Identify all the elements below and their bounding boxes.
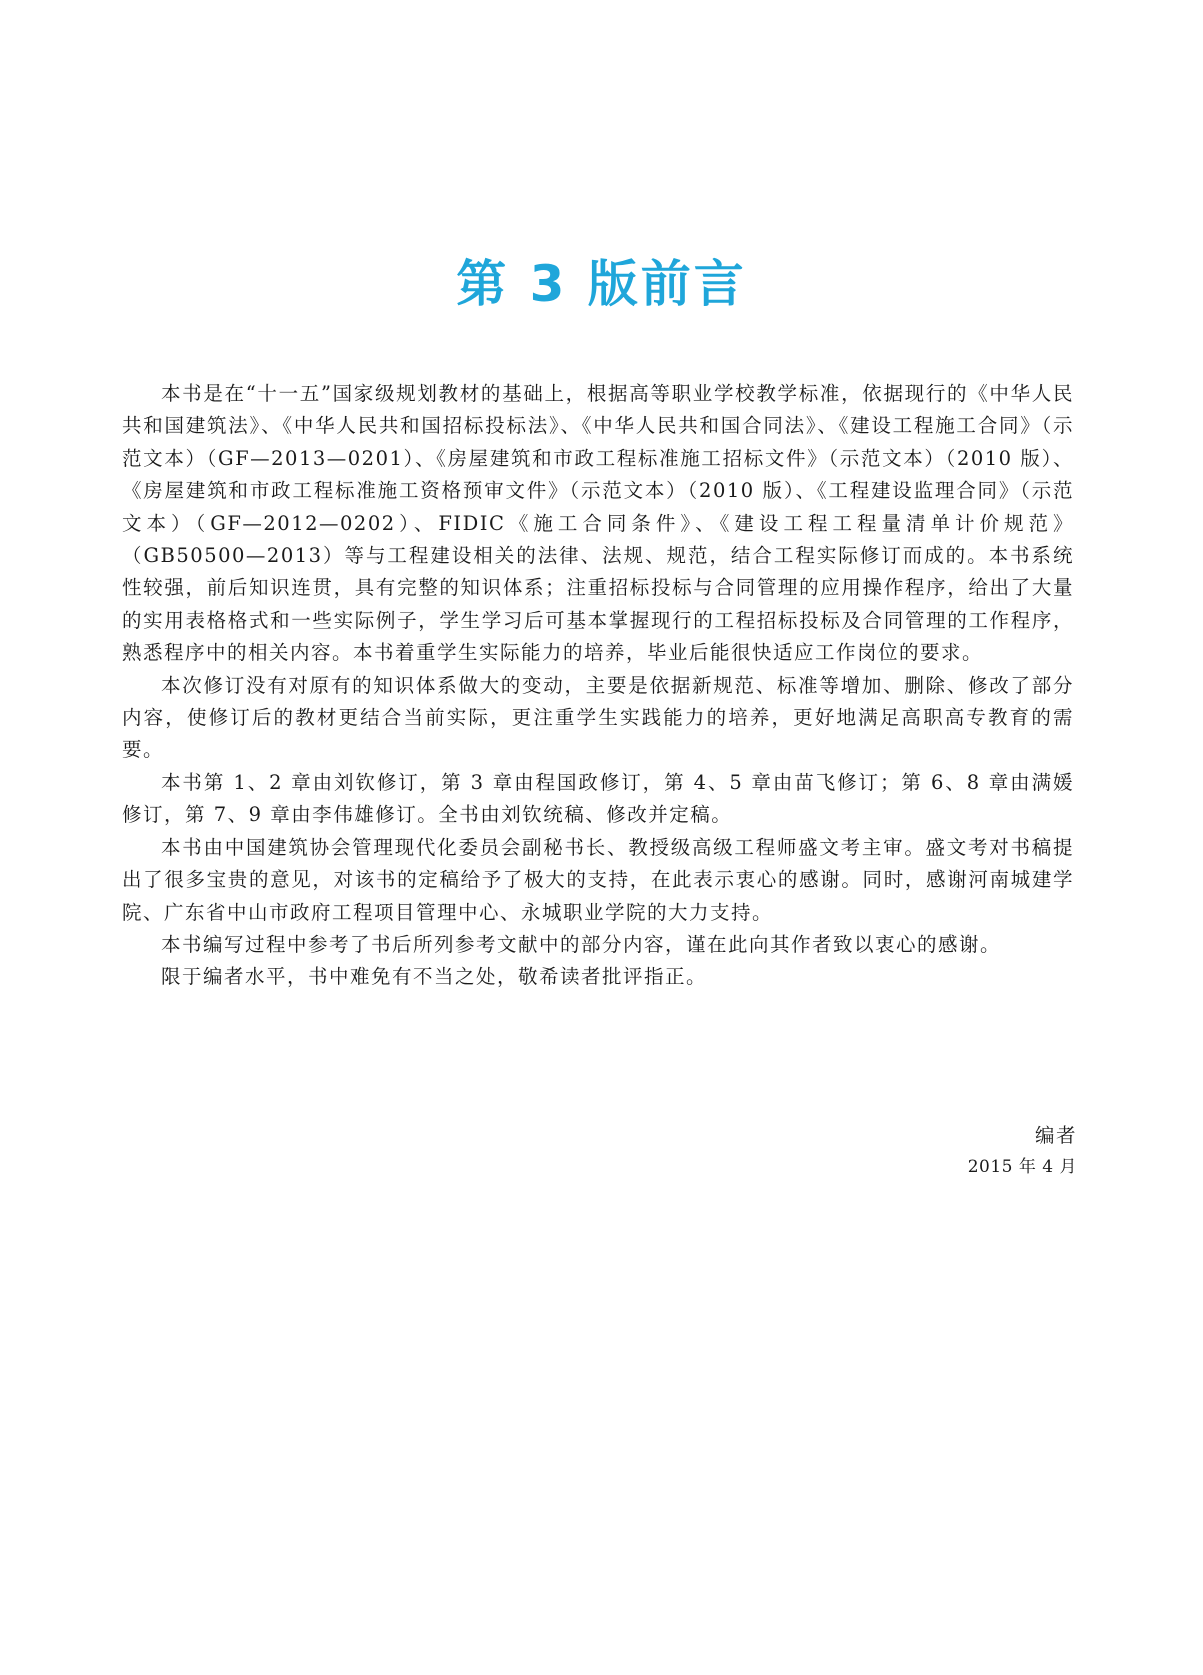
paragraph-1: 本书是在“十一五”国家级规划教材的基础上，根据高等职业学校教学标准，依据现行的《中华人民共和国建筑法》、《中华人民共和国招标投标法》、《中华人民共和国合同法》、《建设工程施工合同》（示范文本）（GF—2013—0201）、《房屋建筑和市政工程标准施工招标文件》（示范文本）（2010 版）、《房屋建筑和市政工程标准施工资格预审文件》（示范文本）（2010 版）、《工程建设监理合同》（示范文本）（GF—2012—0202）、FIDIC《施工合同条件》、《建设工程工程量清单计价规范》（GB50500—2013）等与工程建设相关的法律、法规、规范，结合工程实际修订而成的。本书系统性较强，前后知识连贯，具有完整的知识体系；注重招标投标与合同管理的应用操作程序，给出了大量的实用表格格式和一些实际例子，学生学习后可基本掌握现行的工程招标投标及合同管理的工作程序，熟悉程序中的相关内容。本书着重学生实际能力的培养，毕业后能很快适应工作岗位的要求。 — [122, 382, 1074, 665]
paragraph-3: 本书第 1、2 章由刘钦修订，第 3 章由程国政修订，第 4、5 章由苗飞修订；第 6、8 章由满媛修订，第 7、9 章由李伟雄修订。全书由刘钦统稿、修改并定稿。 — [122, 770, 1074, 827]
paragraph-2: 本次修订没有对原有的知识体系做大的变动，主要是依据新规范、标准等增加、删除、修改了部分内容，使修订后的教材更结合当前实际，更注重学生实践能力的培养，更好地满足高职高专教育的需要。 — [122, 673, 1074, 762]
signature-date: 2015 年 4 月 — [967, 1157, 1077, 1177]
paragraph-6: 限于编者水平，书中难免有不当之处，敬希读者批评指正。 — [161, 965, 708, 989]
preface-body — [122, 378, 1074, 994]
page-title: 第 3 版前言 — [456, 255, 747, 313]
signature-author: 编者 — [1034, 1124, 1077, 1147]
paragraph-5: 本书编写过程中参考了书后所列参考文献中的部分内容，谨在此向其作者致以衷心的感谢。 — [161, 932, 1002, 956]
paragraph-4: 本书由中国建筑协会管理现代化委员会副秘书长、教授级高级工程师盛文考主审。盛文考对书稿提出了很多宝贵的意见，对该书的定稿给予了极大的支持，在此表示衷心的感谢。同时，感谢河南城建学院、广东省中山市政府工程项目管理中心、永城职业学院的大力支持。 — [122, 835, 1074, 924]
